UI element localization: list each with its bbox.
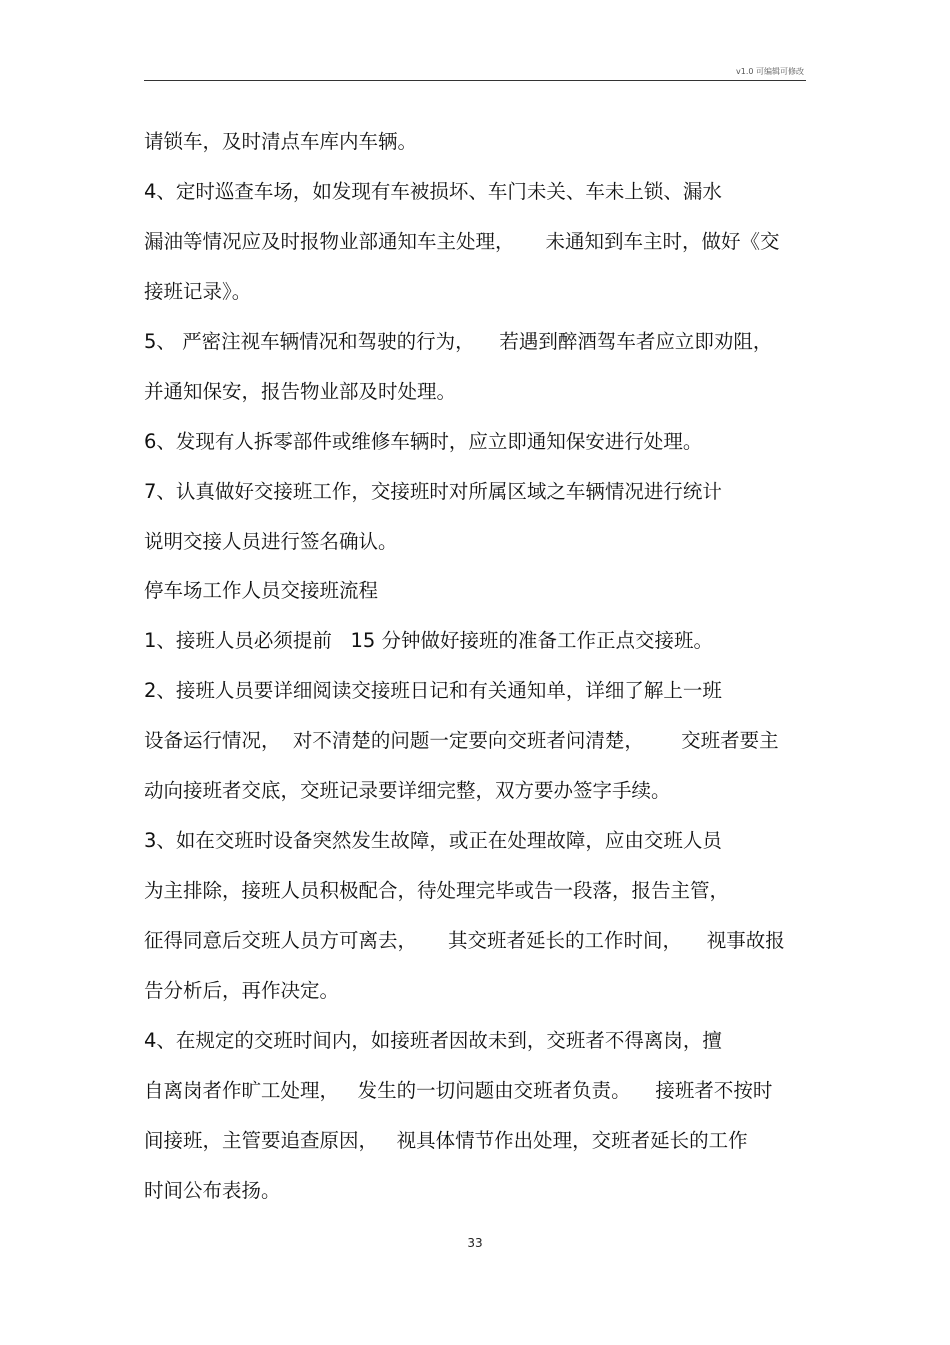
body-line: 4、在规定的交班时间内，如接班者因故未到，交班者不得离岗，擅 [144, 1029, 722, 1052]
body-line: 请锁车，及时清点车库内车辆。 [144, 130, 418, 153]
body-line: 漏油等情况应及时报物业部通知车主处理， 未通知到车主时，做好《交 [144, 230, 780, 253]
body-line: 2、接班人员要详细阅读交接班日记和有关通知单，详细了解上一班 [144, 679, 722, 702]
body-line: 6、发现有人拆零部件或维修车辆时，应立即通知保安进行处理。 [144, 430, 703, 453]
section-heading: 停车场工作人员交接班流程 [144, 579, 379, 602]
body-line: 5、 严密注视车辆情况和驾驶的行为， 若遇到醉酒驾车者应立即劝阻， [144, 330, 773, 353]
body-line: 并通知保安，报告物业部及时处理。 [144, 380, 457, 403]
body-line: 7、认真做好交接班工作，交接班时对所属区域之车辆情况进行统计 [144, 480, 722, 503]
body-line: 设备运行情况， 对不清楚的问题一定要向交班者问清楚， 交班者要主 [144, 729, 779, 752]
header-version-note: v1.0 可编辑可修改 [736, 67, 804, 76]
body-line: 时间公布表扬。 [144, 1179, 281, 1202]
body-line: 动向接班者交底，交班记录要详细完整，双方要办签字手续。 [144, 779, 671, 802]
body-line: 说明交接人员进行签名确认。 [144, 530, 398, 553]
body-line: 告分析后，再作决定。 [144, 979, 340, 1002]
body-line: 接班记录》。 [144, 280, 252, 303]
header-divider [144, 80, 806, 81]
body-line: 1、接班人员必须提前 15 分钟做好接班的准备工作正点交接班。 [144, 629, 714, 652]
body-line: 4、定时巡查车场，如发现有车被损坏、车门未关、车未上锁、漏水 [144, 180, 722, 203]
body-line: 间接班，主管要追查原因， 视具体情节作出处理，交班者延长的工作 [144, 1129, 748, 1152]
body-line: 3、如在交班时设备突然发生故障，或正在处理故障，应由交班人员 [144, 829, 722, 852]
body-line: 为主排除，接班人员积极配合，待处理完毕或告一段落，报告主管， [144, 879, 730, 902]
page-number: 33 [467, 1236, 483, 1250]
body-line: 自离岗者作旷工处理， 发生的一切问题由交班者负责。 接班者不按时 [144, 1079, 773, 1102]
body-line: 征得同意后交班人员方可离去， 其交班者延长的工作时间， 视事故报 [144, 929, 785, 952]
